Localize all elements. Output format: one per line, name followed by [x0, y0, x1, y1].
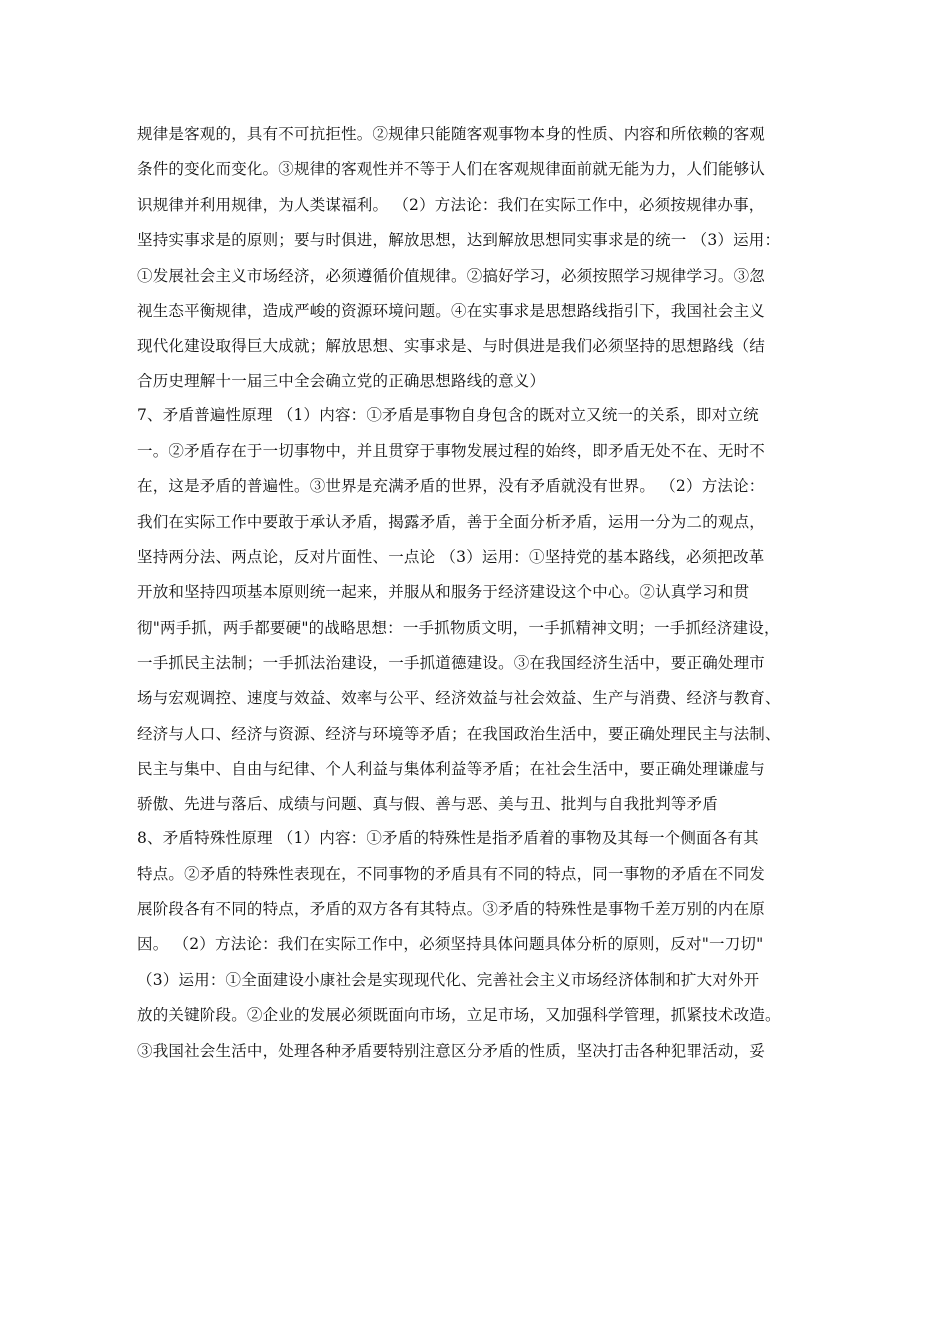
text-line: 坚持两分法、两点论，反对片面性、一点论 （3）运用：①坚持党的基本路线，必须把改革 — [137, 547, 765, 566]
text-line: 经济与人口、经济与资源、经济与环境等矛盾；在我国政治生活中，要正确处理民主与法制、 — [137, 724, 781, 743]
text-line: （3）运用：①全面建设小康社会是实现现代化、完善社会主义市场经济体制和扩大对外开 — [137, 970, 760, 989]
text-line: 场与宏观调控、速度与效益、效率与公平、经济效益与社会效益、生产与消费、经济与教育、 — [137, 689, 781, 708]
section-heading-line: 8、矛盾特殊性原理 （1）内容：①矛盾的特殊性是指矛盾着的事物及其每一个侧面各有其 — [137, 829, 759, 848]
section-heading-line: 7、矛盾普遍性原理 （1）内容：①矛盾是事物自身包含的既对立又统一的关系，即对立统 — [137, 406, 759, 425]
text-line: 合历史理解十一届三中全会确立党的正确思想路线的意义） — [137, 371, 546, 390]
text-line: 展阶段各有不同的特点，矛盾的双方各有其特点。③矛盾的特殊性是事物千差万别的内在原 — [137, 900, 766, 918]
text-line: 彻"两手抓，两手都要硬"的战略思想：一手抓物质文明，一手抓精神文明；一手抓经济建设， — [137, 618, 780, 637]
text-line: 视生态平衡规律，造成严峻的资源环境问题。④在实事求是思想路线指引下，我国社会主义 — [137, 301, 766, 320]
text-line: 一。②矛盾存在于一切事物中，并且贯穿于事物发展过程的始终，即矛盾无处不在、无时不 — [137, 441, 766, 460]
text-line: 识规律并利用规律，为人类谋福利。 （2）方法论：我们在实际工作中，必须按规律办事， — [137, 195, 765, 214]
text-line: 规律是客观的，具有不可抗拒性。②规律只能随客观事物本身的性质、内容和所依赖的客观 — [137, 125, 766, 143]
text-line: 条件的变化而变化。③规律的客观性并不等于人们在客观规律面前就无能为力，人们能够认 — [137, 160, 766, 179]
document-body — [137, 117, 827, 1069]
text-line: ①发展社会主义市场经济，必须遵循价值规律。②搞好学习，必须按照学习规律学习。③忽 — [137, 266, 766, 285]
text-line: 在，这是矛盾的普遍性。③世界是充满矛盾的世界，没有矛盾就没有世界。 （2）方法论： — [137, 477, 765, 496]
text-line: 一手抓民主法制；一手抓法治建设，一手抓道德建设。③在我国经济生活中，要正确处理市 — [137, 654, 766, 673]
text-line: 因。 （2）方法论：我们在实际工作中，必须坚持具体问题具体分析的原则，反对"一刀切" — [137, 935, 764, 954]
text-line: 坚持实事求是的原则；要与时俱进，解放思想，达到解放思想同实事求是的统一 （3）运用： — [137, 231, 781, 250]
text-line: ③我国社会生活中，处理各种矛盾要特别注意区分矛盾的性质，坚决打击各种犯罪活动，妥 — [137, 1041, 766, 1060]
text-line: 放的关键阶段。②企业的发展必须既面向市场，立足市场，又加强科学管理，抓紧技术改造。 — [137, 1006, 781, 1025]
text-line: 特点。②矛盾的特殊性表现在，不同事物的矛盾具有不同的特点，同一事物的矛盾在不同发 — [137, 864, 766, 883]
text-line: 现代化建设取得巨大成就；解放思想、实事求是、与时俱进是我们必须坚持的思想路线（结 — [137, 337, 766, 356]
text-line: 开放和坚持四项基本原则统一起来，并服从和服务于经济建设这个中心。②认真学习和贯 — [137, 583, 750, 602]
text-line: 骄傲、先进与落后、成绩与问题、真与假、善与恶、美与丑、批判与自我批判等矛盾 — [137, 794, 718, 813]
text-line: 我们在实际工作中要敢于承认矛盾，揭露矛盾，善于全面分析矛盾，运用一分为二的观点， — [137, 512, 766, 531]
text-line: 民主与集中、自由与纪律、个人利益与集体利益等矛盾；在社会生活中，要正确处理谦虚与 — [137, 760, 766, 779]
